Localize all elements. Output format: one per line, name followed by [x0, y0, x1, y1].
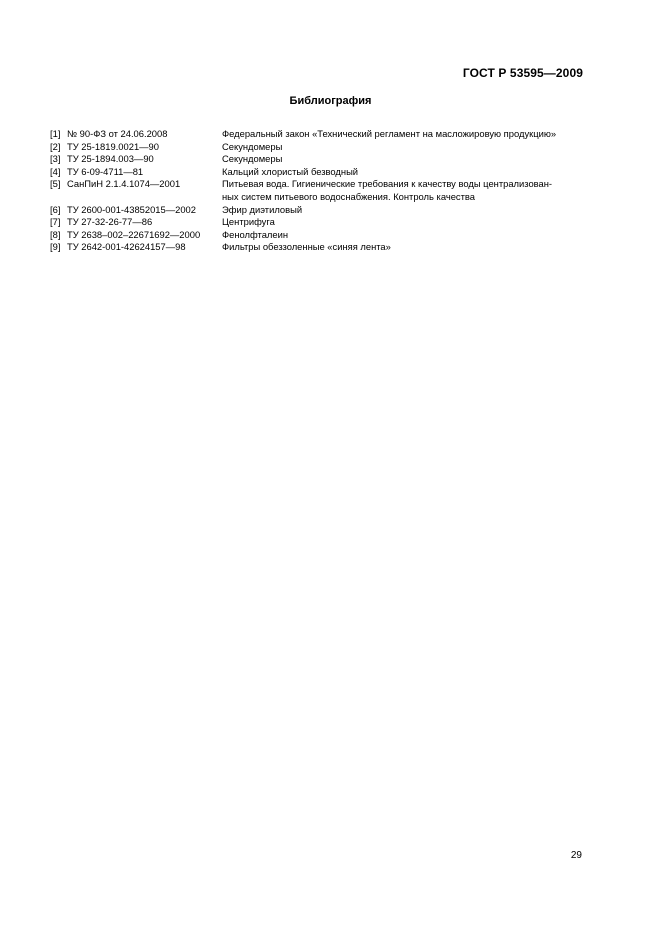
bibliography-item	[50, 153, 590, 166]
bibliography-item-title: Секундомеры	[222, 153, 283, 165]
bibliography-item-number: [5]	[50, 178, 61, 190]
document-code: ГОСТ Р 53595—2009	[462, 66, 583, 80]
bibliography-item-title: Секундомеры	[222, 140, 283, 152]
bibliography-item-number: [7]	[50, 216, 61, 228]
bibliography-item-title: Центрифуга	[222, 216, 275, 228]
bibliography-item-reference: ТУ 25-1819.0021—90	[67, 140, 159, 152]
bibliography-item-reference: № 90-ФЗ от 24.06.2008	[67, 128, 168, 139]
bibliography-item	[50, 141, 590, 154]
bibliography-item-title: Фильтры обеззоленные «синяя лента»	[222, 241, 391, 253]
bibliography-item-title: Питьевая вода. Гигиенические требования к качеству воды централизован- ных систем питьевого водоснабжения. Контроль качества	[222, 178, 553, 202]
bibliography-item-title: Кальций хлористый безводный	[222, 165, 359, 177]
bibliography-item-reference: ТУ 2600-001-43852015—2002	[67, 203, 196, 215]
bibliography-item	[50, 241, 590, 254]
bibliography-item	[50, 204, 590, 217]
bibliography-item-reference: ТУ 2642-001-42624157—98	[67, 241, 186, 253]
bibliography-item-number: [1]	[50, 128, 61, 139]
bibliography-item	[50, 229, 590, 242]
bibliography-item-number: [4]	[50, 165, 61, 177]
bibliography-item-title: Эфир диэтиловый	[222, 203, 303, 215]
section-title: Библиография	[289, 95, 372, 107]
bibliography-item-number: [8]	[50, 228, 61, 240]
bibliography-item	[50, 166, 590, 179]
bibliography-item-reference: СанПиН 2.1.4.1074—2001	[67, 178, 181, 190]
bibliography-item-reference: ТУ 27-32-26-77—86	[67, 216, 153, 228]
bibliography-item-number: [3]	[50, 153, 61, 165]
bibliography-item-title: Федеральный закон «Технический регламент на масложировую продукцию»	[222, 128, 557, 139]
bibliography-item-title: Фенолфталеин	[222, 228, 289, 240]
bibliography-item-number: [6]	[50, 203, 61, 215]
bibliography-item-reference: ТУ 6-09-4711—81	[67, 165, 144, 177]
bibliography-item	[50, 178, 590, 203]
bibliography-item-number: [9]	[50, 241, 61, 253]
bibliography-item-reference: ТУ 25-1894.003—90	[67, 153, 154, 165]
bibliography-item	[50, 128, 590, 141]
bibliography-list	[50, 128, 590, 254]
page-number: 29	[570, 850, 582, 861]
bibliography-item-reference: ТУ 2638–002–22671692—2000	[67, 228, 201, 240]
bibliography-item-number: [2]	[50, 140, 61, 152]
bibliography-item	[50, 216, 590, 229]
